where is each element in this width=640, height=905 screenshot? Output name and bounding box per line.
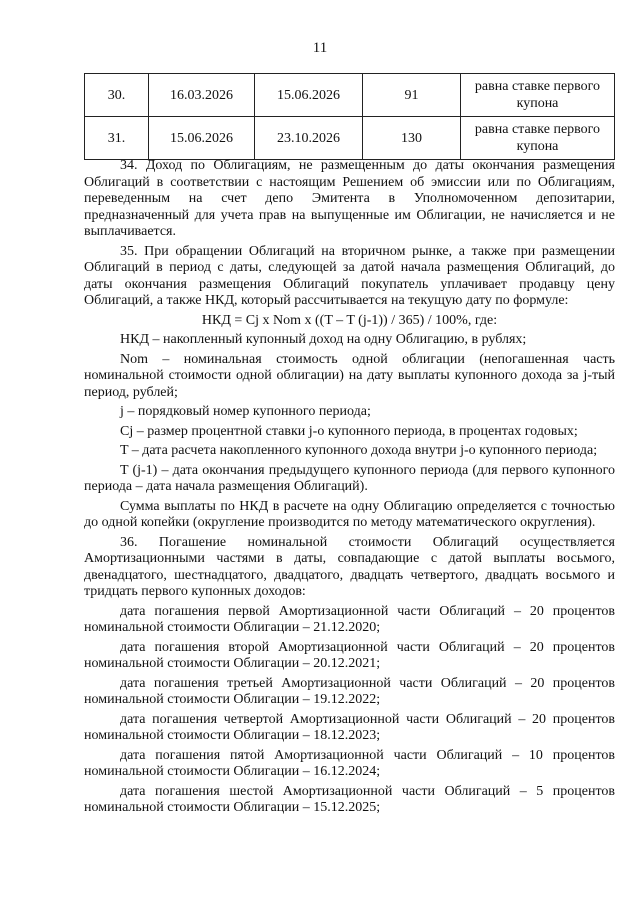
table-cell-duration: 91	[363, 74, 461, 117]
amortization-item-2: дата погашения второй Амортизационной части Облигаций – 20 процентов номинальной стоимости Облигации – 20.12.2021;	[84, 639, 615, 671]
coupon-schedule-table	[84, 73, 615, 160]
page-number: 11	[312, 40, 328, 56]
definition-t-j-1: T (j-1) – дата окончания предыдущего купонного периода (для первого купонного периода – дата начала размещения Облигаций).	[84, 462, 615, 494]
document-body	[84, 158, 615, 820]
definition-nom: Nom – номинальная стоимость одной облигации (непогашенная часть номинальной стоимости одной облигации) на дату выплаты купонного дохода за j-тый период, рублей;	[84, 351, 615, 400]
nkd-formula: НКД = Cj x Nom x ((T – T (j-1)) / 365) / 100%, где:	[201, 312, 498, 328]
definition-cj: Cj – размер процентной ставки j-о купонного периода, в процентах годовых;	[120, 423, 578, 439]
rounding-paragraph: Сумма выплаты по НКД в расчете на одну Облигацию определяется с точностью до одной копейки (округление производится по методу математического округления).	[84, 498, 615, 530]
table-cell-rate: равна ставке первого купона	[461, 74, 615, 117]
definition-t: T – дата расчета накопленного купонного дохода внутри j-о купонного периода;	[120, 443, 598, 458]
table-cell-coupon-number: 31.	[85, 117, 149, 160]
paragraph-36: 36. Погашение номинальной стоимости Облигаций осуществляется Амортизационными частями в даты, совпадающие с датой выплаты восьмого, двенадцатого, шестнадцатого, двадцатого, двадцать четвертого, двадцать восьмого и тридцать первого купонных доходов:	[84, 534, 615, 599]
table-cell-duration: 130	[363, 117, 461, 160]
amortization-item-1: дата погашения первой Амортизационной части Облигаций – 20 процентов номинальной стоимости Облигации – 21.12.2020;	[84, 603, 615, 635]
amortization-item-5: дата погашения пятой Амортизационной части Облигаций – 10 процентов номинальной стоимости Облигации – 16.12.2024;	[84, 747, 615, 779]
amortization-item-6: дата погашения шестой Амортизационной части Облигаций – 5 процентов номинальной стоимости Облигации – 15.12.2025;	[84, 783, 615, 815]
amortization-item-3: дата погашения третьей Амортизационной части Облигаций – 20 процентов номинальной стоимости Облигации – 19.12.2022;	[84, 675, 615, 707]
definition-j: j – порядковый номер купонного периода;	[120, 404, 371, 419]
table-row	[85, 74, 615, 117]
definition-nkd: НКД – накопленный купонный доход на одну Облигацию, в рублях;	[120, 332, 527, 347]
table-cell-start-date: 15.06.2026	[149, 117, 255, 160]
table-cell-start-date: 16.03.2026	[149, 74, 255, 117]
amortization-item-4: дата погашения четвертой Амортизационной части Облигаций – 20 процентов номинальной стоимости Облигации – 18.12.2023;	[84, 711, 615, 743]
paragraph-34: 34. Доход по Облигациям, не размещенным до даты окончания размещения Облигаций в соответствии с настоящим Решением об эмиссии или по Облигациям, переведенным на счет депо Эмитента в Уполномоченном депозитарии, предназначенный для учета прав на выпущенные им Облигации, не начисляется и не выплачивается.	[84, 158, 615, 239]
table-cell-coupon-number: 30.	[85, 74, 149, 117]
paragraph-35: 35. При обращении Облигаций на вторичном рынке, а также при размещении Облигаций в период с даты, следующей за датой начала размещения Облигаций, до даты окончания размещения Облигаций покупатель уплачивает продавцу цену Облигаций, а также НКД, который рассчитывается на текущую дату по формуле:	[84, 243, 615, 308]
table-row	[85, 117, 615, 160]
table-cell-rate: равна ставке первого купона	[461, 117, 615, 160]
table-cell-end-date: 15.06.2026	[255, 74, 363, 117]
table-cell-end-date: 23.10.2026	[255, 117, 363, 160]
